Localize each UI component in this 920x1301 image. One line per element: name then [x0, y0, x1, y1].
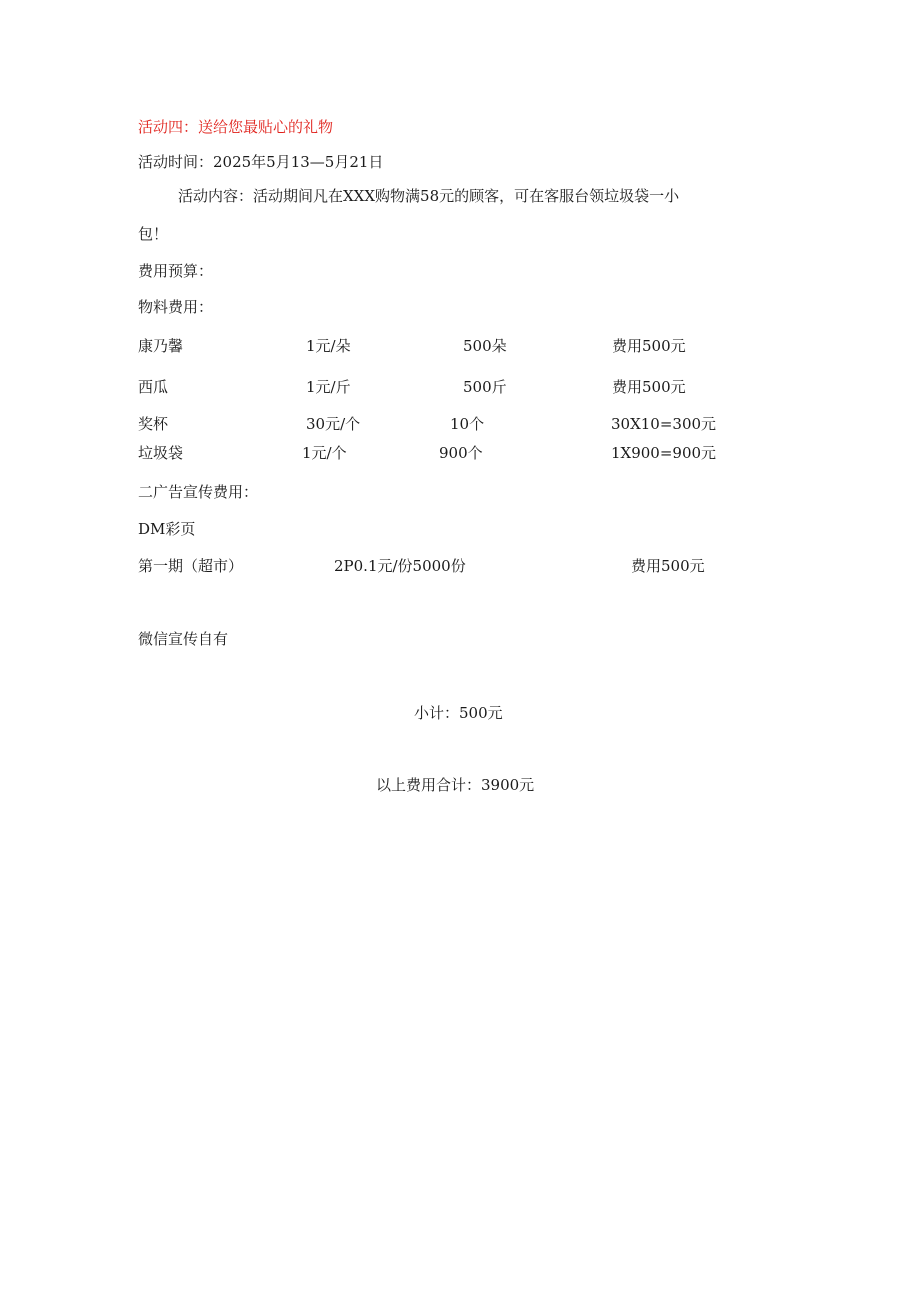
section-heading: 活动四：送给您最贴心的礼物: [138, 118, 334, 136]
unit-price: 1元/朵: [306, 337, 351, 355]
cost: 30X10=300元: [611, 415, 717, 433]
dm-item: 第一期（超市）: [138, 557, 244, 575]
activity-time: 活动时间：2025年5月13—5月21日: [138, 153, 384, 171]
cost: 费用500元: [612, 378, 686, 396]
item-name: 奖杯: [138, 415, 169, 433]
grand-total: 以上费用合计：3900元: [376, 776, 535, 794]
unit-price: 1元/斤: [306, 378, 351, 396]
wechat-promo: 微信宣传自有: [138, 630, 229, 648]
ad-label: 二广告宣传费用：: [138, 483, 259, 501]
quantity: 900个: [439, 444, 483, 462]
activity-content-line2: 包！: [138, 225, 169, 243]
subtotal: 小计：500元: [414, 704, 503, 722]
materials-label: 物料费用：: [138, 298, 214, 316]
item-name: 康乃馨: [138, 337, 184, 355]
dm-label: DM彩页: [138, 520, 196, 538]
quantity: 500斤: [463, 378, 507, 396]
quantity: 500朵: [463, 337, 507, 355]
budget-label: 费用预算：: [138, 262, 214, 280]
item-name: 垃圾袋: [138, 444, 184, 462]
dm-cost: 费用500元: [631, 557, 705, 575]
unit-price: 1元/个: [302, 444, 347, 462]
quantity: 10个: [450, 415, 485, 433]
unit-price: 30元/个: [306, 415, 361, 433]
item-name: 西瓜: [138, 378, 169, 396]
cost: 费用500元: [612, 337, 686, 355]
cost: 1X900=900元: [611, 444, 717, 462]
dm-spec: 2P0.1元/份5000份: [334, 557, 466, 575]
activity-content-line1: 活动内容：活动期间凡在XXX购物满58元的顾客，可在客服台领垃圾袋一小: [178, 187, 680, 205]
